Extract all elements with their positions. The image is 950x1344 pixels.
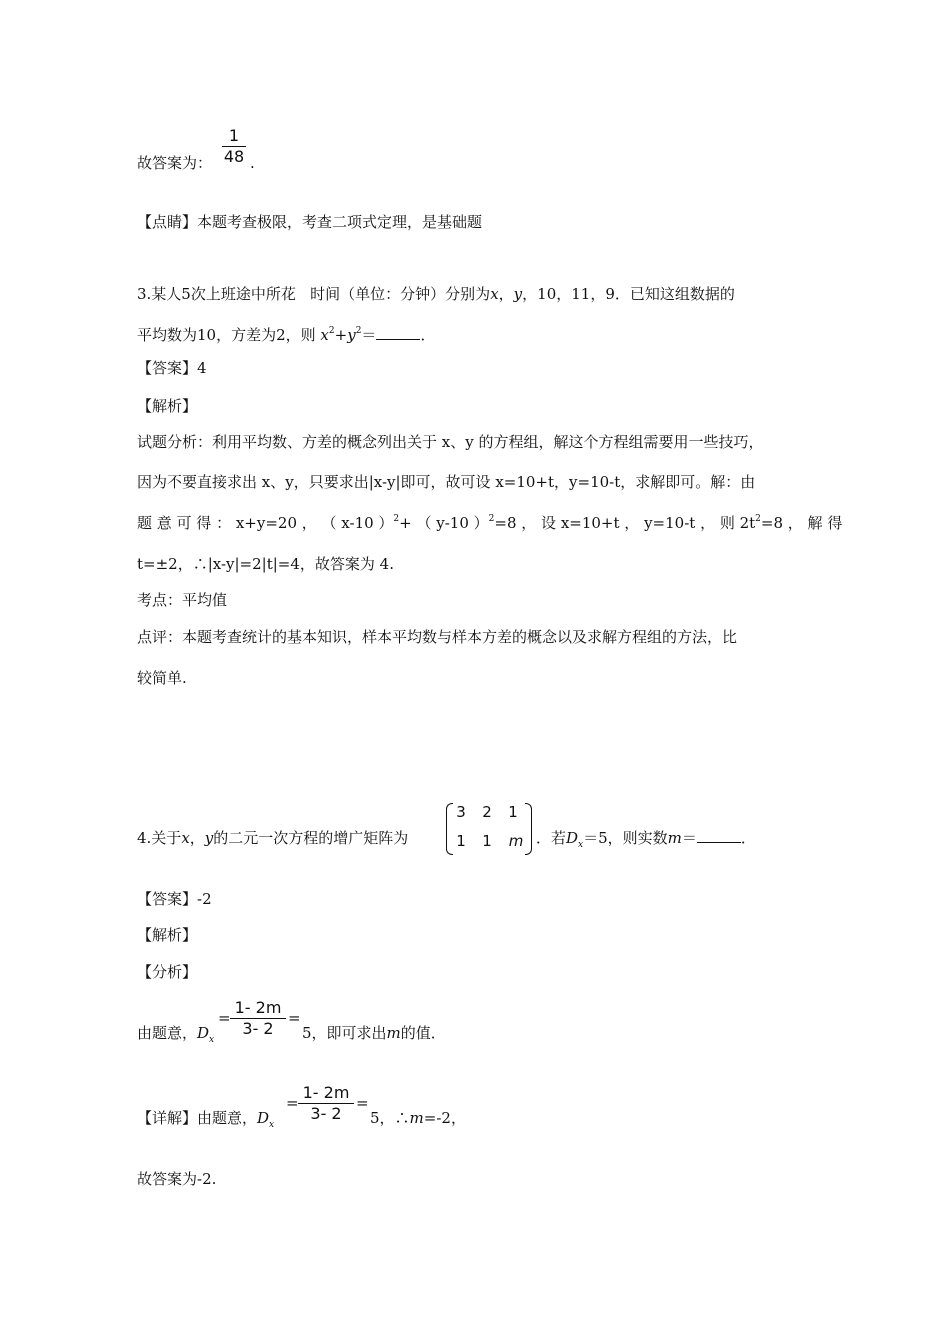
q4-fenxi-line: 由题意，$D_x$: [137, 1024, 215, 1045]
fraction-numerator: 1: [228, 126, 240, 145]
q3-dianping-2: 较简单.: [137, 669, 187, 687]
fraction-denominator: 48: [223, 147, 245, 166]
matrix-cell: 2: [482, 803, 492, 821]
answer-blank: [376, 325, 420, 340]
matrix-cell: 1: [508, 803, 518, 821]
dianjing-line: 【点睛】本题考查极限，考查二项式定理，是基础题: [137, 213, 483, 231]
equals-sign: =: [288, 1009, 301, 1027]
fraction-denominator: 3- 2: [242, 1019, 274, 1038]
augmented-matrix: [446, 803, 532, 855]
equals-sign: =: [286, 1094, 299, 1112]
matrix-cell: 3: [456, 803, 466, 821]
q4-final: 故答案为-2.: [137, 1170, 217, 1188]
q4-stem-b: ．若$D_x=5$，则实数m＝ ．: [536, 829, 756, 850]
fraction-numerator: 1- 2m: [234, 998, 282, 1017]
q3-analysis-tag: 【解析】: [137, 397, 198, 415]
q4-analysis-tag: 【解析】: [137, 926, 198, 944]
q4-stem-a: 4.关于x，y的二元一次方程的增广矩阵为: [137, 829, 409, 847]
fraction-determinant: [230, 998, 286, 1039]
fraction-1-48: [222, 126, 246, 167]
fraction-numerator: 1- 2m: [302, 1083, 350, 1102]
q3-line-2: 平均数为10，方差为2，则 $x^2+y^2=$ ．: [137, 326, 436, 344]
q4-fenxi-tail: 5，即可求出m的值．: [302, 1024, 446, 1042]
answer-suffix: .: [250, 154, 255, 172]
equals-sign: =: [218, 1009, 231, 1027]
q3-analysis-4: t=±2，∴|x-y|=2|t|=4，故答案为 4.: [137, 555, 394, 573]
answer-line-1: [137, 153, 212, 173]
matrix-right-bracket: [525, 803, 532, 855]
q4-detail-line: 【详解】由题意，$D_x$: [137, 1109, 275, 1130]
q3-answer: 【答案】4: [137, 359, 207, 377]
q3-dianping-1: 点评：本题考查统计的基本知识，样本平均数与样本方差的概念以及求解方程组的方法，比: [137, 628, 738, 646]
q4-answer: 【答案】-2: [137, 890, 212, 908]
equals-sign: =: [356, 1094, 369, 1112]
matrix-cell: m: [508, 832, 524, 850]
answer-prefix: 故答案为：: [137, 154, 213, 172]
matrix-cell: 1: [482, 832, 492, 850]
q3-analysis-1: 试题分析：利用平均数、方差的概念列出关于 x、y 的方程组，解这个方程组需要用一些技巧，: [137, 433, 764, 451]
q3-analysis-3: 题 意 可 得 ： x+y=20 ， （ x-10 ）$^2$+ （ y-10 ）$^2$=8 ， 设 x=10+t ， y=10-t ， 则 $2t^2=8$ ， 解 得: [137, 514, 843, 532]
q3-kaodian: 考点：平均值: [137, 591, 228, 609]
q4-fenxi-tag: 【分析】: [137, 963, 198, 981]
q3-line-1: 3.某人5次上班途中所花 时间（单位：分钟）分别为x，y，10，11，9．已知这组数据的: [137, 285, 735, 303]
q3-analysis-2: 因为不要直接求出 x、y，只要求出|x-y|即可，故可设 x=10+t，y=10-t，求解即可。解：由: [137, 473, 756, 491]
fraction-determinant: [298, 1083, 354, 1124]
matrix-cell: 1: [456, 832, 466, 850]
answer-blank: [697, 828, 741, 843]
fraction-denominator: 3- 2: [310, 1104, 342, 1123]
q4-detail-tail: 5，∴m=-2，: [370, 1109, 466, 1127]
